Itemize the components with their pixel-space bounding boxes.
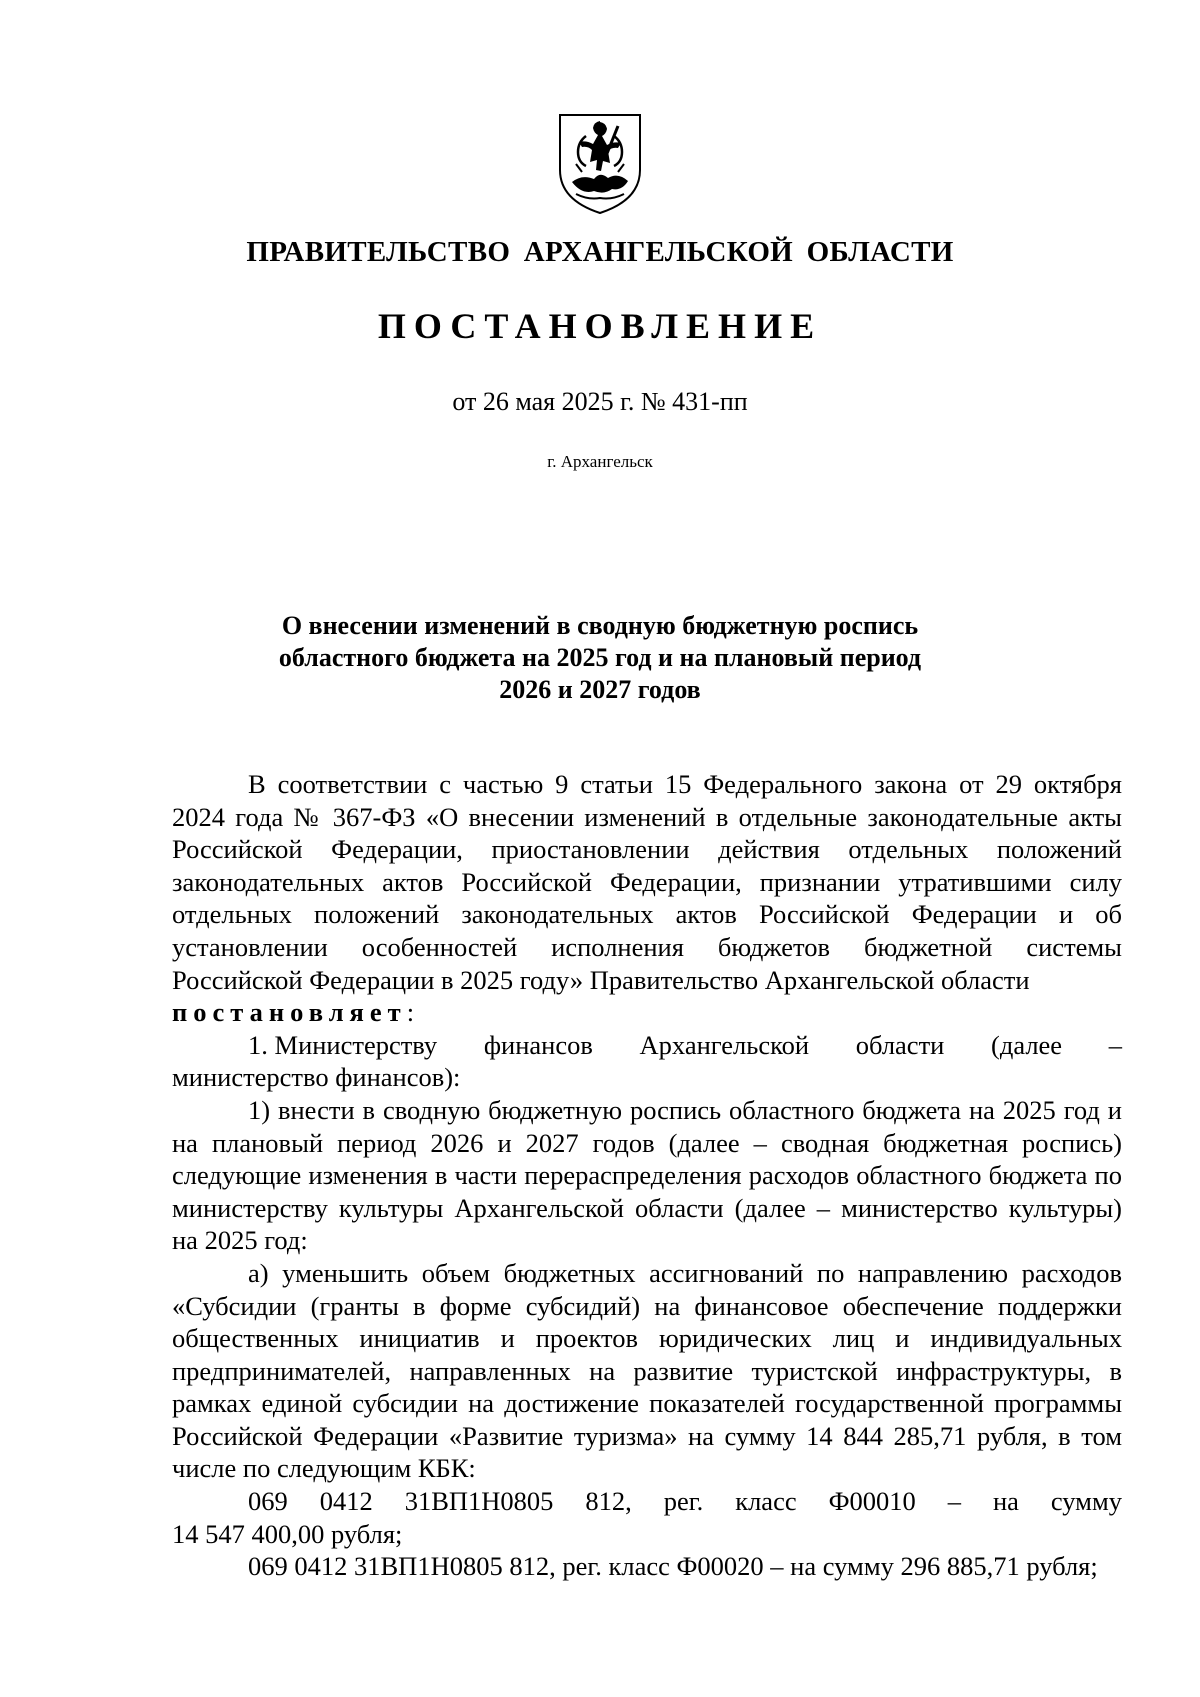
decree-word: постановляет <box>172 997 407 1028</box>
preamble-paragraph: В соответствии с частью 9 статьи 15 Федерального закона от 29 октября 2024 года № 367-ФЗ «О внесении изменений в отдельные законодательные акты Российской Федерации, приостановлении действия отдельных положений законодательных актов Российской Федерации, признании утратившими силу отдельных положений законодательных актов Российской Федерации и об установлении особенностей исполнения бюджетов бюджетной системы Российской Федерации в 2025 году» Правительство Архангельской области <box>172 769 1122 995</box>
document-body <box>172 768 1122 1583</box>
document-subject <box>0 610 1200 706</box>
item-1-word: финансов <box>483 1029 593 1060</box>
kbk-1-word: рег. <box>663 1486 704 1517</box>
kbk-1-word: 069 <box>248 1486 288 1517</box>
item-1-first-line <box>172 1029 1122 1062</box>
document-city: г. Архангельск <box>547 452 653 471</box>
kbk-1-word: 0412 <box>319 1486 373 1517</box>
kbk-1-continuation: 14 547 400,00 рубля; <box>172 1518 403 1549</box>
item-1-word: (далее <box>991 1029 1063 1060</box>
item-1 <box>172 1029 1122 1094</box>
kbk-1-word: на <box>992 1486 1019 1517</box>
coat-of-arms-icon <box>556 112 644 216</box>
subject-line: областного бюджета на 2025 год и на плановый период <box>278 643 922 672</box>
decree-colon: : <box>406 997 415 1028</box>
item-1-word: 1. Министерству <box>248 1029 438 1060</box>
decree-line <box>172 996 1122 1029</box>
document-type: ПОСТАНОВЛЕНИЕ <box>377 306 823 346</box>
item-1-word: – <box>1108 1029 1122 1060</box>
kbk-1-word: 31ВП1Н0805 <box>404 1486 554 1517</box>
kbk-1-word: Ф00010 <box>828 1486 916 1517</box>
item-1-word: Архангельской <box>639 1029 810 1060</box>
subject-line: О внесении изменений в сводную бюджетную роспись <box>281 611 919 640</box>
kbk-1-first-line <box>172 1485 1122 1518</box>
document-date-number: от 26 мая 2025 г. № 431-пп <box>452 387 748 416</box>
subject-line: 2026 и 2027 годов <box>499 675 701 704</box>
kbk-1-word: класс <box>735 1486 797 1517</box>
organization-name: ПРАВИТЕЛЬСТВО АРХАНГЕЛЬСКОЙ ОБЛАСТИ <box>246 236 954 268</box>
item-1-1-paragraph: 1) внести в сводную бюджетную роспись областного бюджета на 2025 год и на плановый период 2026 и 2027 годов (далее – сводная бюджетная роспись) следующие изменения в части перераспределения расходов областного бюджета по министерству культуры Архангельской области (далее – министерство культуры) на 2025 год: <box>172 1094 1122 1256</box>
kbk-line-1 <box>172 1485 1122 1550</box>
item-1-word: области <box>855 1029 945 1060</box>
item-a-paragraph: а) уменьшить объем бюджетных ассигнований по направлению расходов «Субсидии (гранты в форме субсидий) на финансовое обеспечение поддержки общественных инициатив и проектов юридических лиц и индивидуальных предпринимателей, направленных на развитие туристской инфраструктуры, в рамках единой субсидии на достижение показателей государственной программы Российской Федерации «Развитие туризма» на сумму 14 844 285,71 рубля, в том числе по следующим КБК: <box>172 1257 1122 1484</box>
item-1-continuation: министерство финансов): <box>172 1062 461 1093</box>
kbk-1-word: – <box>947 1486 961 1517</box>
kbk-1-word: 812, <box>585 1486 632 1517</box>
kbk-line-2: 069 0412 31ВП1Н0805 812, рег. класс Ф00020 – на сумму 296 885,71 рубля; <box>248 1551 1098 1582</box>
kbk-1-word: сумму <box>1050 1486 1122 1517</box>
